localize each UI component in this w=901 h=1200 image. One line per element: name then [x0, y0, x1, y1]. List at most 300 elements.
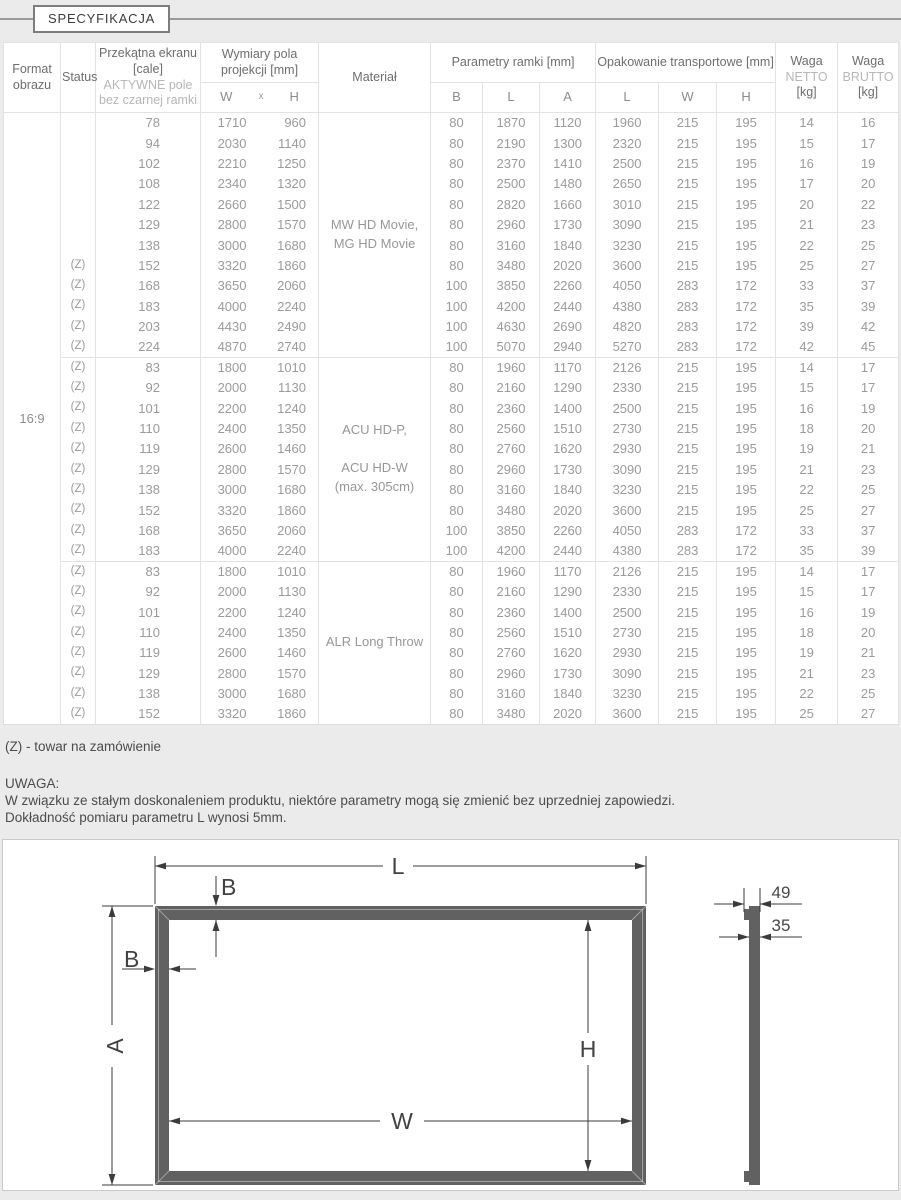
table-cell: 35 [776, 296, 838, 316]
table-cell: 17 [838, 357, 899, 377]
table-cell: 80 [431, 255, 483, 275]
status-cell [61, 153, 96, 173]
status-cell: (Z) [61, 683, 96, 703]
table-cell: 195 [717, 357, 776, 377]
material-cell: ACU HD-P, ACU HD-W (max. 305cm) [319, 357, 431, 561]
table-cell: 2330 [596, 581, 659, 601]
table-cell: 21 [776, 459, 838, 479]
table-cell: 80 [431, 459, 483, 479]
table-cell: 215 [659, 602, 717, 622]
diagonal-cell: 92 [96, 378, 201, 398]
table-cell: 1620 [540, 439, 596, 459]
table-cell: 5070 [483, 337, 540, 357]
table-cell: 17 [776, 174, 838, 194]
diagonal-cell: 94 [96, 133, 201, 153]
status-cell: (Z) [61, 316, 96, 336]
table-cell: 25 [838, 235, 899, 255]
table-cell: 1870 [483, 113, 540, 133]
subheader-w: W [220, 89, 233, 105]
table-cell: 195 [717, 581, 776, 601]
diagonal-cell: 83 [96, 561, 201, 581]
table-row [4, 622, 899, 642]
table-cell: 25 [838, 480, 899, 500]
table-row [4, 643, 899, 663]
table-cell: 39 [838, 541, 899, 561]
diagonal-cell: 129 [96, 214, 201, 234]
table-cell: 100 [431, 337, 483, 357]
table-cell: 100 [431, 316, 483, 336]
table-cell: 215 [659, 398, 717, 418]
table-cell: 80 [431, 643, 483, 663]
specification-table [3, 42, 899, 725]
diagonal-cell: 203 [96, 316, 201, 336]
table-cell: 215 [659, 194, 717, 214]
status-cell: (Z) [61, 337, 96, 357]
label-inner-height: H [579, 1036, 597, 1062]
frame-side-view [744, 906, 760, 1185]
dimension-depth-profile [719, 916, 802, 940]
projection-height-cell: 1350 [261, 418, 319, 438]
subheader-frame-l: L [483, 83, 540, 113]
status-cell [61, 214, 96, 234]
table-header [4, 43, 899, 113]
table-cell: 80 [431, 480, 483, 500]
table-cell: 27 [838, 704, 899, 724]
table-row [4, 194, 899, 214]
status-cell: (Z) [61, 480, 96, 500]
table-cell: 1730 [540, 459, 596, 479]
table-cell: 15 [776, 378, 838, 398]
diagonal-cell: 168 [96, 520, 201, 540]
table-cell: 39 [838, 296, 899, 316]
table-cell: 195 [717, 683, 776, 703]
table-cell: 80 [431, 663, 483, 683]
table-cell: 2930 [596, 643, 659, 663]
material-cell: ALR Long Throw [319, 561, 431, 724]
projection-height-cell: 1240 [261, 398, 319, 418]
table-cell: 195 [717, 663, 776, 683]
table-cell: 3010 [596, 194, 659, 214]
status-cell: (Z) [61, 602, 96, 622]
projection-width-cell: 3650 [201, 520, 261, 540]
table-cell: 45 [838, 337, 899, 357]
table-cell: 215 [659, 480, 717, 500]
table-cell: 4380 [596, 296, 659, 316]
table-cell: 21 [838, 643, 899, 663]
note-warning-title: UWAGA: [5, 776, 60, 791]
projection-height-cell: 1570 [261, 459, 319, 479]
status-cell: (Z) [61, 398, 96, 418]
status-cell: (Z) [61, 296, 96, 316]
projection-height-cell: 1500 [261, 194, 319, 214]
projection-height-cell: 2740 [261, 337, 319, 357]
table-cell: 21 [838, 439, 899, 459]
table-cell: 195 [717, 704, 776, 724]
table-cell: 22 [838, 194, 899, 214]
table-cell: 2650 [596, 174, 659, 194]
table-cell: 17 [838, 581, 899, 601]
diagonal-cell: 138 [96, 683, 201, 703]
table-cell: 2320 [596, 133, 659, 153]
table-cell: 16 [776, 398, 838, 418]
table-cell: 3480 [483, 255, 540, 275]
projection-height-cell: 1010 [261, 357, 319, 377]
table-row [4, 174, 899, 194]
table-cell: 1660 [540, 194, 596, 214]
table-cell: 2760 [483, 643, 540, 663]
projection-width-cell: 2600 [201, 439, 261, 459]
table-cell: 80 [431, 133, 483, 153]
table-cell: 195 [717, 418, 776, 438]
table-row [4, 459, 899, 479]
table-cell: 2360 [483, 602, 540, 622]
diagonal-cell: 101 [96, 602, 201, 622]
diagonal-cell: 110 [96, 622, 201, 642]
table-cell: 2500 [596, 398, 659, 418]
table-cell: 2560 [483, 418, 540, 438]
table-cell: 25 [776, 255, 838, 275]
table-cell: 1120 [540, 113, 596, 133]
table-cell: 195 [717, 378, 776, 398]
projection-width-cell: 2400 [201, 418, 261, 438]
table-cell: 21 [776, 214, 838, 234]
projection-height-cell: 1860 [261, 255, 319, 275]
table-cell: 2260 [540, 520, 596, 540]
table-cell: 3850 [483, 276, 540, 296]
col-header-format: Format obrazu [4, 43, 61, 113]
col-header-weight-net [776, 43, 838, 113]
table-cell: 5270 [596, 337, 659, 357]
weight-net-type: NETTO [785, 69, 828, 84]
projection-width-cell: 4000 [201, 541, 261, 561]
table-cell: 215 [659, 704, 717, 724]
table-cell: 283 [659, 296, 717, 316]
col-header-material: Materiał [319, 43, 431, 113]
projection-height-cell: 1010 [261, 561, 319, 581]
projection-height-cell: 1860 [261, 704, 319, 724]
note-warning-line2: Dokładność pomiaru parametru L wynosi 5mm. [5, 810, 287, 825]
table-cell: 283 [659, 541, 717, 561]
table-cell: 1960 [483, 357, 540, 377]
projection-height-cell: 1680 [261, 683, 319, 703]
table-cell: 80 [431, 581, 483, 601]
table-cell: 22 [776, 235, 838, 255]
table-cell: 80 [431, 153, 483, 173]
frame-front-view [155, 906, 646, 1185]
table-cell: 2560 [483, 622, 540, 642]
table-cell: 19 [838, 398, 899, 418]
table-cell: 18 [776, 622, 838, 642]
table-cell: 3600 [596, 500, 659, 520]
table-cell: 18 [776, 418, 838, 438]
table-cell: 1170 [540, 561, 596, 581]
table-cell: 17 [838, 133, 899, 153]
projection-height-cell: 960 [261, 113, 319, 133]
projection-height-cell: 1320 [261, 174, 319, 194]
projection-width-cell: 2660 [201, 194, 261, 214]
table-cell: 2500 [596, 153, 659, 173]
table-cell: 14 [776, 561, 838, 581]
table-cell: 1840 [540, 683, 596, 703]
table-cell: 1480 [540, 174, 596, 194]
table-row [4, 480, 899, 500]
projection-height-cell: 2490 [261, 316, 319, 336]
table-cell: 4200 [483, 541, 540, 561]
table-cell: 1400 [540, 398, 596, 418]
projection-width-cell: 3320 [201, 255, 261, 275]
table-cell: 25 [776, 704, 838, 724]
table-cell: 3090 [596, 214, 659, 234]
status-cell: (Z) [61, 704, 96, 724]
table-row [4, 561, 899, 581]
projection-height-cell: 1570 [261, 214, 319, 234]
table-cell: 15 [776, 581, 838, 601]
table-cell: 3600 [596, 704, 659, 724]
table-row [4, 296, 899, 316]
projection-width-cell: 2600 [201, 643, 261, 663]
subheader-pack-l: L [596, 83, 659, 113]
table-cell: 172 [717, 520, 776, 540]
table-cell: 37 [838, 520, 899, 540]
table-cell: 2160 [483, 581, 540, 601]
col-header-status: Status [61, 43, 96, 113]
status-cell: (Z) [61, 357, 96, 377]
table-cell: 42 [776, 337, 838, 357]
table-cell: 20 [838, 622, 899, 642]
table-cell: 25 [838, 683, 899, 703]
table-cell: 1510 [540, 418, 596, 438]
table-cell: 25 [776, 500, 838, 520]
weight-gross-word: Waga [851, 54, 885, 69]
table-cell: 195 [717, 235, 776, 255]
table-cell: 19 [838, 602, 899, 622]
table-cell: 215 [659, 683, 717, 703]
col-header-diagonal [96, 43, 201, 113]
table-cell: 4820 [596, 316, 659, 336]
table-cell: 3090 [596, 459, 659, 479]
projection-width-cell: 2800 [201, 459, 261, 479]
table-cell: 195 [717, 459, 776, 479]
table-cell: 42 [838, 316, 899, 336]
subheader-frame-a: A [540, 83, 596, 113]
table-cell: 2160 [483, 378, 540, 398]
projection-width-cell: 2400 [201, 622, 261, 642]
status-cell: (Z) [61, 378, 96, 398]
status-cell: (Z) [61, 581, 96, 601]
table-cell: 80 [431, 214, 483, 234]
table-cell: 4200 [483, 296, 540, 316]
table-cell: 215 [659, 622, 717, 642]
table-row [4, 398, 899, 418]
table-row [4, 153, 899, 173]
dimension-W [169, 1108, 632, 1134]
table-cell: 172 [717, 541, 776, 561]
table-cell: 2360 [483, 398, 540, 418]
table-cell: 215 [659, 418, 717, 438]
table-cell: 27 [838, 255, 899, 275]
table-cell: 21 [776, 663, 838, 683]
table-cell: 283 [659, 520, 717, 540]
table-cell: 215 [659, 133, 717, 153]
table-cell: 283 [659, 316, 717, 336]
subheader-pack-h: H [717, 83, 776, 113]
table-cell: 2440 [540, 541, 596, 561]
projection-height-cell: 1250 [261, 153, 319, 173]
col-header-projection: Wymiary pola projekcji [mm] [201, 43, 319, 83]
projection-height-cell: 1130 [261, 581, 319, 601]
table-cell: 2730 [596, 622, 659, 642]
table-cell: 215 [659, 235, 717, 255]
diagonal-cell: 129 [96, 459, 201, 479]
table-cell: 4050 [596, 276, 659, 296]
table-row [4, 500, 899, 520]
table-cell: 23 [838, 459, 899, 479]
table-cell: 195 [717, 480, 776, 500]
projection-height-cell: 1680 [261, 480, 319, 500]
diagonal-cell: 119 [96, 643, 201, 663]
weight-gross-unit: [kg] [858, 85, 879, 100]
table-cell: 215 [659, 561, 717, 581]
table-cell: 2440 [540, 296, 596, 316]
projection-height-cell: 2240 [261, 541, 319, 561]
table-cell: 215 [659, 459, 717, 479]
diagonal-cell: 108 [96, 174, 201, 194]
table-cell: 215 [659, 357, 717, 377]
projection-width-cell: 2000 [201, 378, 261, 398]
table-cell: 2126 [596, 561, 659, 581]
table-row [4, 704, 899, 724]
table-cell: 4050 [596, 520, 659, 540]
projection-height-cell: 1240 [261, 602, 319, 622]
table-cell: 2020 [540, 255, 596, 275]
table-cell: 3090 [596, 663, 659, 683]
label-border-left: B [124, 946, 140, 972]
projection-width-cell: 4430 [201, 316, 261, 336]
table-row [4, 255, 899, 275]
table-cell: 215 [659, 153, 717, 173]
projection-width-cell: 2200 [201, 398, 261, 418]
projection-height-cell: 1570 [261, 663, 319, 683]
table-cell: 215 [659, 439, 717, 459]
table-cell: 3160 [483, 235, 540, 255]
note-warning-line1: W związku ze stałym doskonaleniem produktu, niektóre parametry mogą się zmienić bez uprzedniej zapowiedzi. [5, 793, 676, 808]
table-cell: 16 [838, 113, 899, 133]
table-row [4, 683, 899, 703]
table-cell: 19 [838, 153, 899, 173]
status-cell: (Z) [61, 643, 96, 663]
table-cell: 172 [717, 296, 776, 316]
table-row [4, 439, 899, 459]
table-cell: 20 [776, 194, 838, 214]
table-cell: 1410 [540, 153, 596, 173]
diagonal-header-main: Przekątna ekranu [cale] [99, 46, 197, 76]
projection-width-cell: 2800 [201, 663, 261, 683]
table-row [4, 133, 899, 153]
diagonal-cell: 138 [96, 235, 201, 255]
table-cell: 4380 [596, 541, 659, 561]
table-body [4, 113, 899, 725]
table-cell: 2940 [540, 337, 596, 357]
table-cell: 195 [717, 194, 776, 214]
table-cell: 283 [659, 276, 717, 296]
table-row [4, 541, 899, 561]
table-cell: 100 [431, 541, 483, 561]
table-cell: 195 [717, 602, 776, 622]
table-cell: 1840 [540, 480, 596, 500]
table-cell: 215 [659, 174, 717, 194]
table-cell: 80 [431, 500, 483, 520]
table-cell: 33 [776, 520, 838, 540]
diagonal-cell: 129 [96, 663, 201, 683]
diagonal-header-sub: AKTYWNE pole bez czarnej ramki [99, 77, 197, 108]
table-row [4, 663, 899, 683]
format-value-cell: 16:9 [4, 113, 61, 725]
table-cell: 100 [431, 276, 483, 296]
status-cell: (Z) [61, 520, 96, 540]
table-cell: 2820 [483, 194, 540, 214]
status-cell: (Z) [61, 500, 96, 520]
diagonal-cell: 183 [96, 541, 201, 561]
table-cell: 17 [838, 561, 899, 581]
diagonal-cell: 168 [96, 276, 201, 296]
label-depth-total: 49 [771, 883, 791, 902]
table-row [4, 276, 899, 296]
table-cell: 3480 [483, 704, 540, 724]
table-cell: 19 [776, 643, 838, 663]
status-cell: (Z) [61, 418, 96, 438]
diagonal-cell: 78 [96, 113, 201, 133]
table-cell: 2020 [540, 704, 596, 724]
status-cell: (Z) [61, 622, 96, 642]
table-row [4, 581, 899, 601]
weight-gross-type: BRUTTO [842, 69, 894, 84]
projection-height-cell: 1140 [261, 133, 319, 153]
diagonal-cell: 101 [96, 398, 201, 418]
material-cell: MW HD Movie, MG HD Movie [319, 113, 431, 358]
table-cell: 1290 [540, 581, 596, 601]
table-cell: 195 [717, 174, 776, 194]
diagonal-cell: 102 [96, 153, 201, 173]
table-cell: 80 [431, 174, 483, 194]
table-cell: 195 [717, 561, 776, 581]
table-cell: 215 [659, 214, 717, 234]
table-cell: 2190 [483, 133, 540, 153]
table-cell: 215 [659, 378, 717, 398]
table-cell: 2330 [596, 378, 659, 398]
table-cell: 39 [776, 316, 838, 336]
dimension-H [580, 920, 597, 1171]
table-cell: 172 [717, 337, 776, 357]
projection-width-cell: 2800 [201, 214, 261, 234]
projection-width-cell: 3650 [201, 276, 261, 296]
status-cell [61, 133, 96, 153]
projection-width-cell: 3000 [201, 235, 261, 255]
table-cell: 215 [659, 643, 717, 663]
table-cell: 2930 [596, 439, 659, 459]
projection-height-cell: 2060 [261, 520, 319, 540]
section-title-box [33, 5, 170, 33]
table-cell: 2960 [483, 214, 540, 234]
table-cell: 80 [431, 113, 483, 133]
label-frame-length: L [391, 853, 405, 879]
table-cell: 215 [659, 500, 717, 520]
table-cell: 2126 [596, 357, 659, 377]
subheader-h: H [289, 89, 299, 105]
table-cell: 80 [431, 602, 483, 622]
table-cell: 20 [838, 174, 899, 194]
table-cell: 2370 [483, 153, 540, 173]
status-cell: (Z) [61, 459, 96, 479]
